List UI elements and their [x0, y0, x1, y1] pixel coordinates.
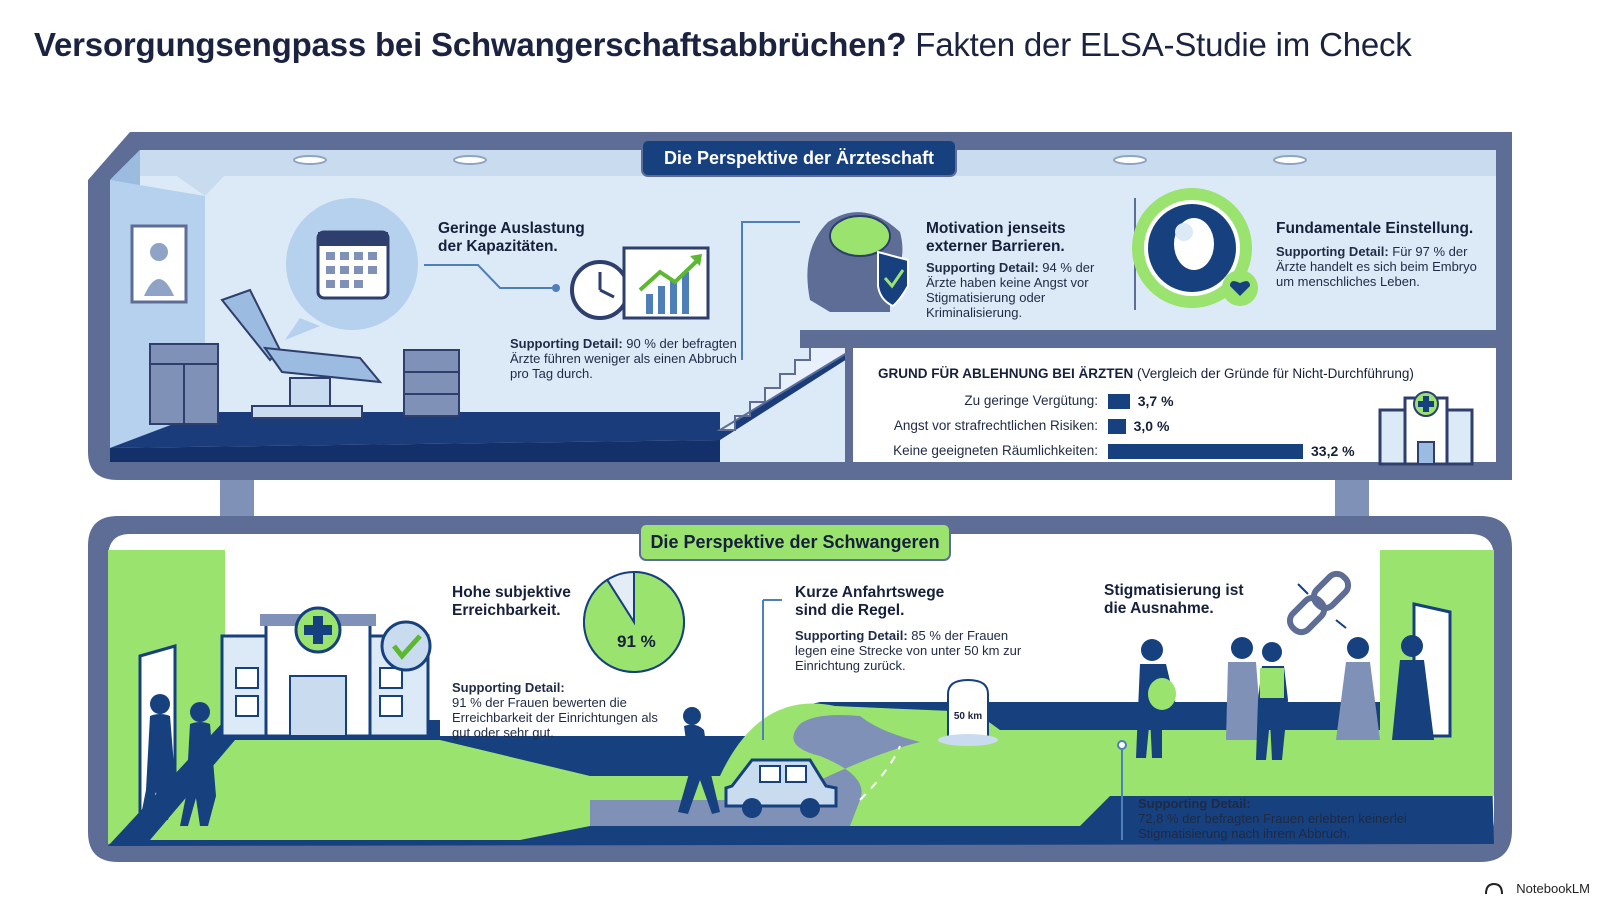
bar-category-label: Angst vor strafrechtlichen Risiken:: [893, 418, 1098, 433]
attitude-title: Fundamentale Einstellung.: [1276, 220, 1474, 237]
motivation-detail: [926, 260, 1116, 320]
cabinet-right: [404, 350, 459, 416]
attitude-detail-text: Für 97 % der Ärzte handelt es sich beim Embryo um menschliches Leben.: [1276, 244, 1477, 289]
page-title-bold: Versorgungsengpass bei Schwangerschaftsabbrüchen?: [34, 26, 907, 63]
travel-detail: [795, 628, 1035, 673]
motivation-title: Motivation jenseits externer Barrieren.: [926, 220, 1066, 255]
patients-section-title: Die Perspektive der Schwangeren: [650, 532, 940, 552]
travel-title: Kurze Anfahrtswege sind die Regel.: [795, 584, 945, 619]
page-title-light: Fakten der ELSA-Studie im Check: [915, 26, 1412, 63]
stigma-detail: [1138, 796, 1438, 841]
reachability-detail-text: 91 % der Frauen bewerten die Erreichbarkeit der Einrichtungen als gut oder sehr gut.: [452, 695, 658, 740]
capacity-detail-text: 90 % der befragten Ärzte führen weniger als einen Abbruch pro Tag durch.: [510, 336, 737, 381]
reachability-title: Hohe subjektive Erreichbarkeit.: [452, 584, 571, 619]
notebooklm-logo-icon: [1486, 884, 1502, 894]
capacity-title: Geringe Auslastung der Kapazitäten.: [438, 220, 585, 255]
bar-category-label: Zu geringe Vergütung:: [964, 393, 1098, 408]
travel-detail-label: Supporting Detail:: [795, 628, 908, 643]
reachability-detail-label: Supporting Detail:: [452, 680, 565, 695]
bar-chart-subtitle: (Vergleich der Gründe für Nicht-Durchführung): [1137, 366, 1414, 381]
bar-value-label: 33,2 %: [1311, 443, 1355, 459]
capacity-detail-label: Supporting Detail:: [510, 336, 623, 351]
reachability-detail: [452, 680, 672, 740]
footer-brand: NotebookLM: [1516, 881, 1590, 896]
bar-chart-title: [878, 366, 1414, 381]
motivation-detail-text: 94 % der Ärzte haben keine Angst vor Stigmatisierung oder Kriminalisierung.: [926, 260, 1095, 320]
growth-chart-icon: [624, 248, 708, 318]
doctors-section-title: Die Perspektive der Ärzteschaft: [663, 148, 935, 168]
motivation-detail-label: Supporting Detail:: [926, 260, 1039, 275]
attitude-detail-label: Supporting Detail:: [1276, 244, 1389, 259]
travel-detail-text: 85 % der Frauen legen eine Strecke von unter 50 km zur Einrichtung zurück.: [795, 628, 1022, 673]
stigma-title: Stigmatisierung ist die Ausnahme.: [1104, 582, 1244, 617]
stigma-detail-text: 72,8 % der befragten Frauen erlebten keinerlei Stigmatisierung nach ihrem Abbruch.: [1138, 811, 1407, 841]
doctors-frame: [88, 132, 1512, 520]
km-sign-label: 50 km: [953, 711, 983, 722]
clock-icon: [572, 262, 628, 318]
bar-value-label: 3,7 %: [1137, 393, 1174, 409]
bar-chart-title-main: GRUND FÜR ABLEHNUNG BEI ÄRZTEN: [878, 366, 1134, 381]
bar: [1108, 444, 1303, 459]
bar-value-label: 3,0 %: [1133, 418, 1170, 434]
cabinet-left: [150, 344, 218, 424]
bar: [1108, 419, 1126, 434]
stigma-detail-label: Supporting Detail:: [1138, 796, 1251, 811]
reachability-pie-chart: [584, 572, 684, 672]
bar-category-label: Keine geeigneten Räumlichkeiten:: [893, 443, 1098, 458]
pie-value-slice: [584, 572, 684, 672]
attitude-detail: [1276, 244, 1484, 289]
bar: [1108, 394, 1130, 409]
check-badge-icon: [382, 622, 430, 670]
reachability-percent-label: 91 %: [617, 632, 656, 651]
capacity-detail: [510, 336, 740, 381]
